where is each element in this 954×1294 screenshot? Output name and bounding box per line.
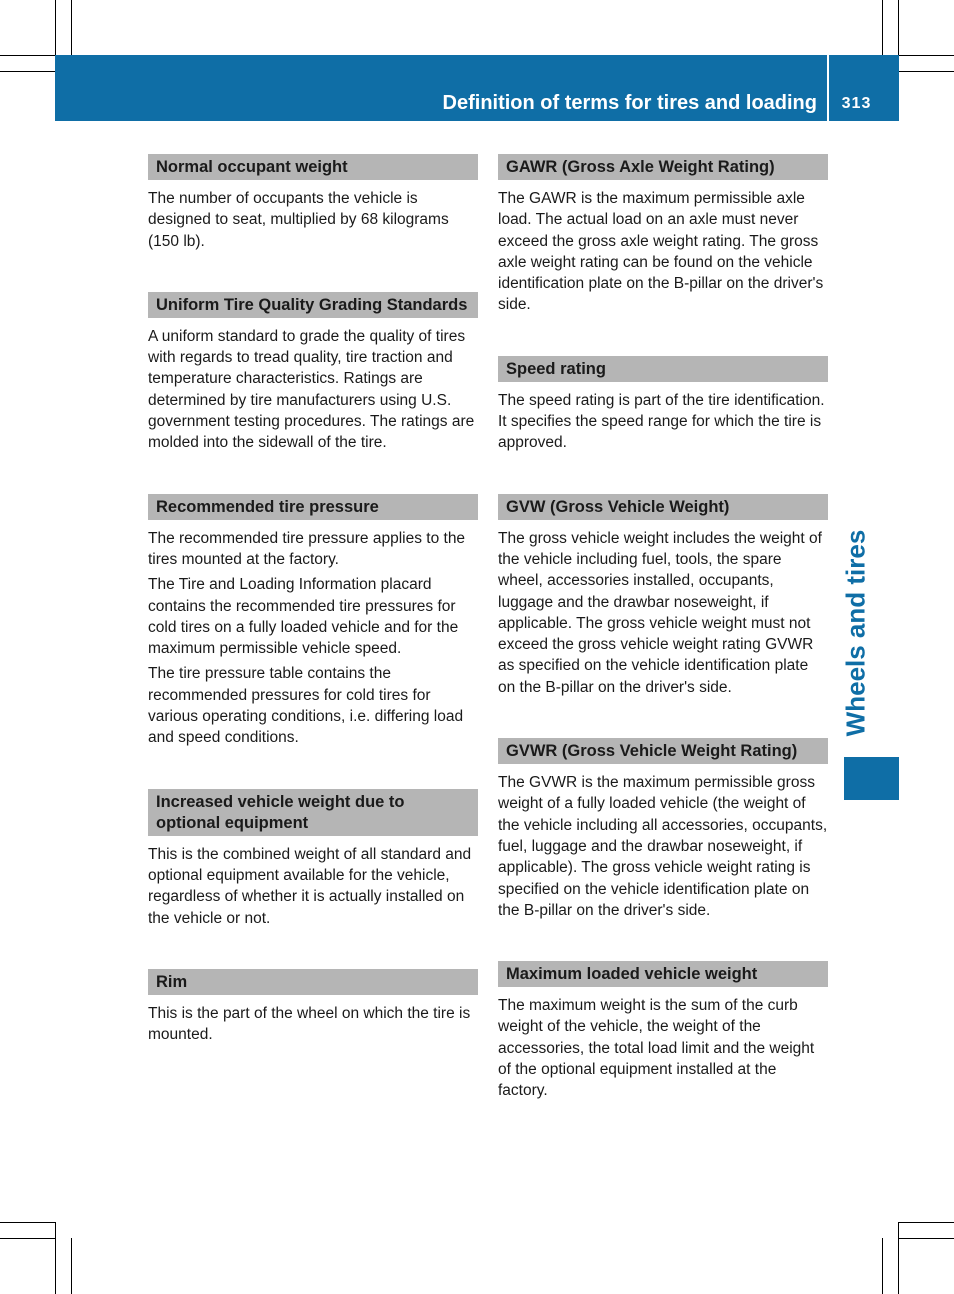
section-heading: Speed rating <box>498 356 828 382</box>
crop-mark <box>55 0 56 55</box>
left-column <box>148 154 478 1085</box>
crop-mark <box>71 1238 72 1294</box>
crop-mark <box>899 1222 954 1223</box>
crop-mark <box>882 1238 883 1294</box>
section-heading: GAWR (Gross Axle Weight Rating) <box>498 154 828 180</box>
crop-mark <box>0 71 55 72</box>
section-paragraph: This is the combined weight of all standard and optional equipment available for the vehicle, regardless of whether it is actually installed on the vehicle or not. <box>148 845 472 927</box>
crop-mark <box>55 1222 56 1294</box>
crop-mark <box>899 1238 954 1239</box>
crop-mark <box>882 0 883 55</box>
section-heading: Recommended tire pressure <box>148 494 478 520</box>
section-paragraph: This is the part of the wheel on which the tire is mounted. <box>148 1004 471 1044</box>
side-tab-marker <box>844 757 899 800</box>
section-paragraph: The tire pressure table contains the recommended pressures for cold tires for various operating conditions, i.e. differing load and speed conditions. <box>148 665 464 747</box>
crop-mark <box>898 0 899 55</box>
section-paragraph: The recommended tire pressure applies to the tires mounted at the factory. <box>148 529 466 568</box>
section-paragraph: The maximum weight is the sum of the curb weight of the vehicle, the weight of the accessories, the total load limit and the weight of the optional equipment installed at the factory. <box>498 997 815 1100</box>
section-speed-rating <box>498 356 828 454</box>
crop-mark <box>71 0 72 55</box>
section-paragraph: The Tire and Loading Information placard contains the recommended tire pressures for cold tires on a fully loaded vehicle and for the maximum permissible vehicle speed. <box>148 576 459 658</box>
section-normal-occupant-weight <box>148 154 478 252</box>
right-column <box>498 154 828 1142</box>
crop-mark <box>0 55 55 56</box>
section-utqg <box>148 292 478 454</box>
crop-mark <box>0 1222 55 1223</box>
section-heading: Maximum loaded vehicle weight <box>498 961 828 987</box>
section-gvw <box>498 494 828 698</box>
section-heading: Uniform Tire Quality Grading Standards <box>148 292 478 318</box>
section-paragraph: The number of occupants the vehicle is designed to seat, multiplied by 68 kilograms (150 lb). <box>148 190 449 250</box>
section-paragraph: The GVWR is the maximum permissible gross weight of a fully loaded vehicle (the weight of the vehicle including all accessories, occupants, fuel, luggage and the drawbar noseweight, if applicable). The gross vehicle weight rating is specified on the vehicle identification plate on the B-pillar on the driver's side. <box>498 774 828 919</box>
section-paragraph: A uniform standard to grade the quality of tires with regards to tread quality, tire traction and temperature characteristics. Ratings are determined by tire manufacturers using U.S. government testing procedures. The ratings are molded into the sidewall of the tire. <box>148 327 475 452</box>
crop-mark <box>898 1222 899 1294</box>
section-paragraph: The speed rating is part of the tire identification. It specifies the speed range for which the tire is approved. <box>498 391 825 452</box>
side-tab <box>842 520 870 745</box>
section-gawr <box>498 154 828 316</box>
section-heading: GVWR (Gross Vehicle Weight Rating) <box>498 738 828 764</box>
section-gvwr <box>498 738 828 921</box>
section-recommended-tire-pressure <box>148 494 478 749</box>
page-title: Definition of terms for tires and loading <box>442 92 817 114</box>
section-increased-vehicle-weight <box>148 789 478 929</box>
section-paragraph: The GAWR is the maximum permissible axle load. The actual load on an axle must never exceed the gross axle weight rating. The gross axle weight rating can be found on the vehicle identification plate on the B-pillar on the driver's side. <box>498 190 824 314</box>
section-maximum-loaded-vehicle-weight <box>498 961 828 1101</box>
crop-mark <box>899 71 954 72</box>
side-tab-label: Wheels and tires <box>840 529 871 736</box>
crop-mark <box>0 1238 55 1239</box>
section-heading: Rim <box>148 969 478 995</box>
section-heading: Normal occupant weight <box>148 154 478 180</box>
section-rim <box>148 969 478 1046</box>
section-paragraph: The gross vehicle weight includes the weight of the vehicle including fuel, tools, the spare wheel, accessories installed, occupants, luggage and the drawbar noseweight, if applicable. The gross vehicle weight must not exceed the gross vehicle weight rating GVWR as specified on the vehicle identification plate on the B-pillar on the driver's side. <box>498 529 822 696</box>
crop-mark <box>899 55 954 56</box>
section-heading: Increased vehicle weight due to optional equipment <box>148 789 478 836</box>
section-heading: GVW (Gross Vehicle Weight) <box>498 494 828 520</box>
page-number: 313 <box>841 95 872 112</box>
